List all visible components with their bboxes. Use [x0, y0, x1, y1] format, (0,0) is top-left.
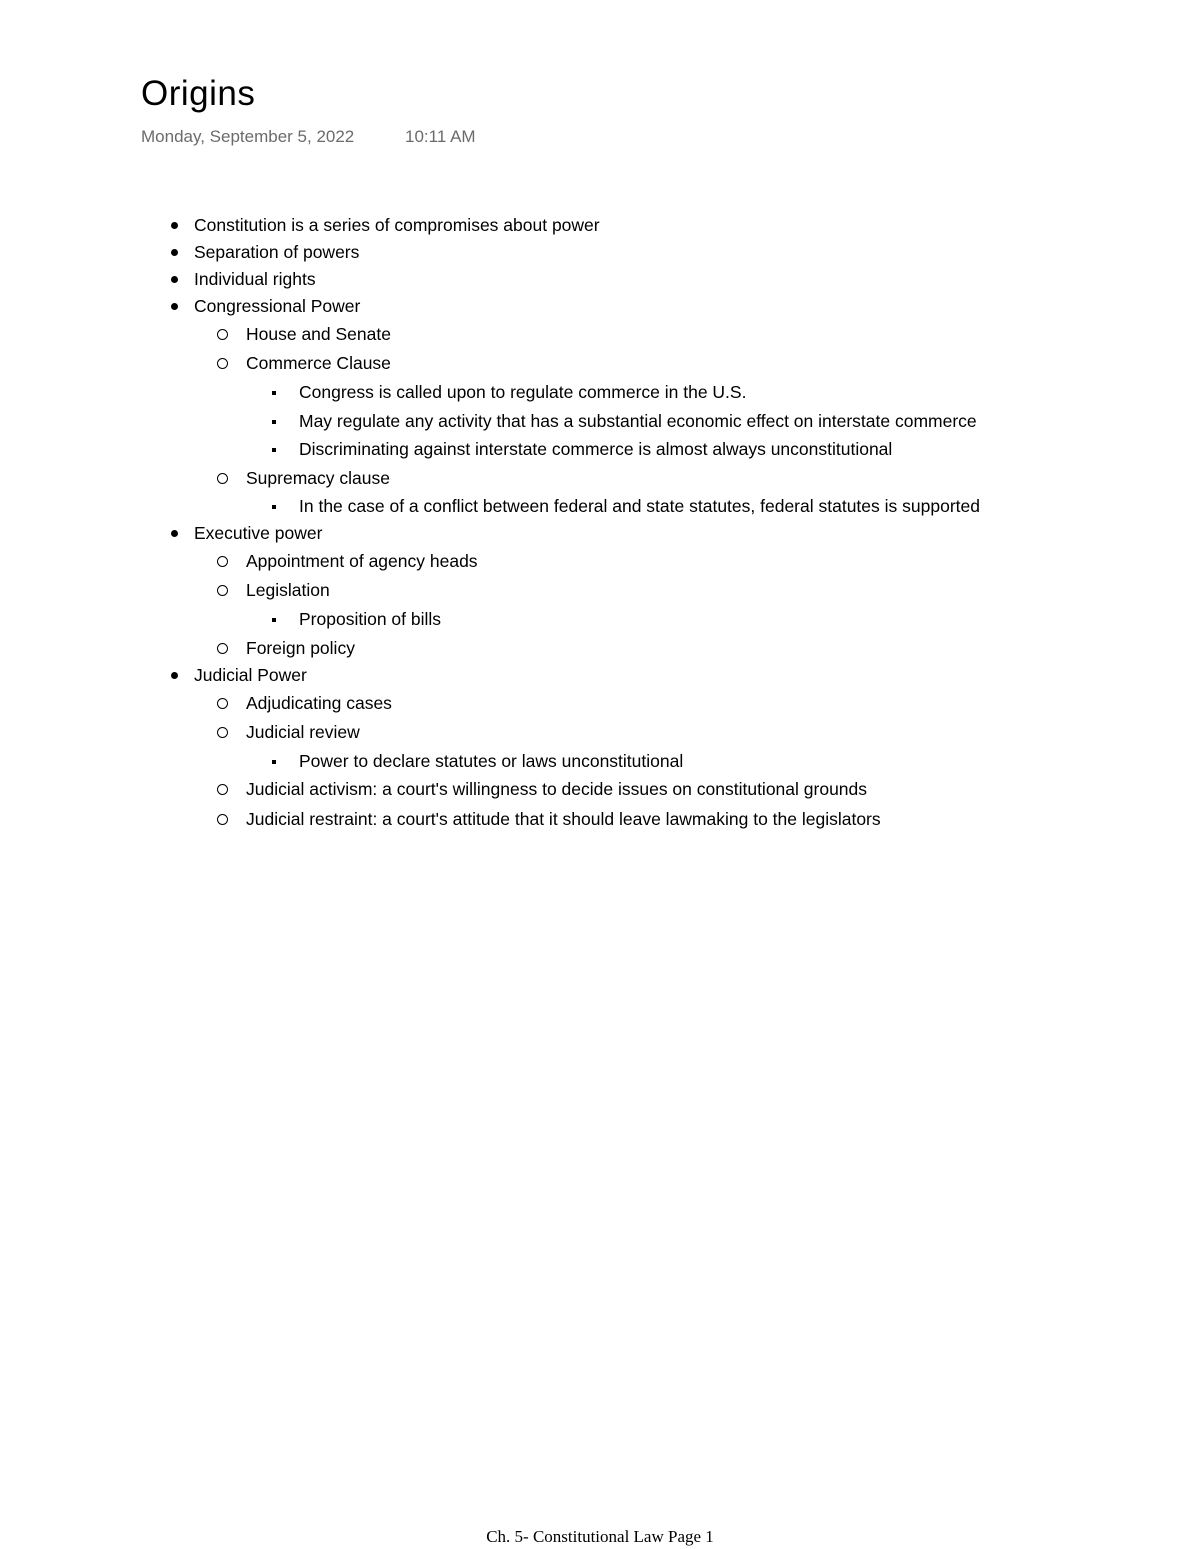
outline-item-text: House and Senate: [246, 324, 391, 344]
outline-item-text: Supremacy clause: [246, 468, 390, 488]
hollow-circle-bullet-icon: [214, 321, 230, 348]
hollow-circle-bullet-icon: [214, 690, 230, 717]
filled-circle-bullet-icon: [168, 212, 180, 239]
outline-item-text: Congress is called upon to regulate commerce in the U.S.: [299, 382, 747, 402]
outline-item: [0, 662, 994, 689]
filled-circle-bullet-icon: [168, 239, 180, 266]
hollow-circle-bullet-icon: [214, 548, 230, 575]
outline-item-text: Executive power: [194, 523, 323, 543]
filled-circle-bullet-icon: [168, 520, 180, 547]
outline-item-text: Legislation: [246, 580, 330, 600]
square-bullet-icon: [270, 436, 278, 463]
outline-item-text: Commerce Clause: [246, 353, 391, 373]
outline-item: [0, 606, 989, 633]
outline-item-text: Individual rights: [194, 269, 316, 289]
outline-item: [0, 266, 994, 293]
outline-item-text: Judicial review: [246, 722, 360, 742]
outline-item-text: Judicial activism: a court's willingness to decide issues on constitutional grounds: [246, 779, 868, 799]
hollow-circle-bullet-icon: [214, 635, 230, 662]
outline-item: [0, 321, 1006, 348]
outline-item: [0, 748, 989, 775]
square-bullet-icon: [270, 606, 278, 633]
outline-item: [0, 577, 1006, 604]
page-footer: Ch. 5- Constitutional Law Page 1: [486, 1527, 714, 1546]
outline-item: [0, 493, 989, 520]
outline-item-text: Judicial restraint: a court's attitude that it should leave lawmaking to the legislators: [246, 809, 881, 829]
hollow-circle-bullet-icon: [214, 719, 230, 746]
page-date: Monday, September 5, 2022: [141, 127, 355, 146]
hollow-circle-bullet-icon: [214, 465, 230, 492]
outline-item: [0, 212, 994, 239]
outline-item-text: Discriminating against interstate commerce is almost always unconstitutional: [299, 439, 893, 459]
square-bullet-icon: [270, 379, 278, 406]
outline-item: [0, 465, 1006, 492]
hollow-circle-bullet-icon: [214, 577, 230, 604]
page-time: 10:11 AM: [405, 127, 476, 146]
notes-outline: [0, 212, 1200, 833]
outline-item: [0, 436, 989, 463]
outline-item: [0, 690, 1006, 717]
outline-item-text: Congressional Power: [194, 296, 361, 316]
hollow-circle-bullet-icon: [214, 806, 230, 833]
outline-item: [0, 548, 1006, 575]
page-meta: [141, 127, 476, 147]
page-title: Origins: [141, 74, 256, 113]
filled-circle-bullet-icon: [168, 662, 180, 689]
outline-item-text: Proposition of bills: [299, 609, 442, 629]
outline-item: [0, 350, 1006, 377]
filled-circle-bullet-icon: [168, 293, 180, 320]
outline-item: [0, 806, 1006, 833]
square-bullet-icon: [270, 748, 278, 775]
outline-item: [0, 719, 1006, 746]
outline-item: [0, 239, 994, 266]
outline-item: [0, 293, 994, 320]
outline-item-text: Adjudicating cases: [246, 693, 392, 713]
outline-item-text: Judicial Power: [194, 665, 307, 685]
outline-item-text: Separation of powers: [194, 242, 360, 262]
square-bullet-icon: [270, 408, 278, 435]
outline-item: [0, 520, 994, 547]
outline-item-text: In the case of a conflict between federal and state statutes, federal statutes is supported: [299, 496, 980, 516]
outline-item-text: Appointment of agency heads: [246, 551, 478, 571]
outline-item-text: Constitution is a series of compromises about power: [194, 215, 600, 235]
filled-circle-bullet-icon: [168, 266, 180, 293]
outline-item-text: May regulate any activity that has a substantial economic effect on interstate commerce: [299, 411, 977, 431]
outline-item: [0, 635, 1006, 662]
outline-item: [0, 379, 989, 406]
hollow-circle-bullet-icon: [214, 350, 230, 377]
outline-item: [0, 408, 989, 435]
hollow-circle-bullet-icon: [214, 776, 230, 803]
outline-item-text: Foreign policy: [246, 638, 355, 658]
square-bullet-icon: [270, 493, 278, 520]
outline-item-text: Power to declare statutes or laws unconstitutional: [299, 751, 684, 771]
outline-item: [0, 776, 1006, 803]
